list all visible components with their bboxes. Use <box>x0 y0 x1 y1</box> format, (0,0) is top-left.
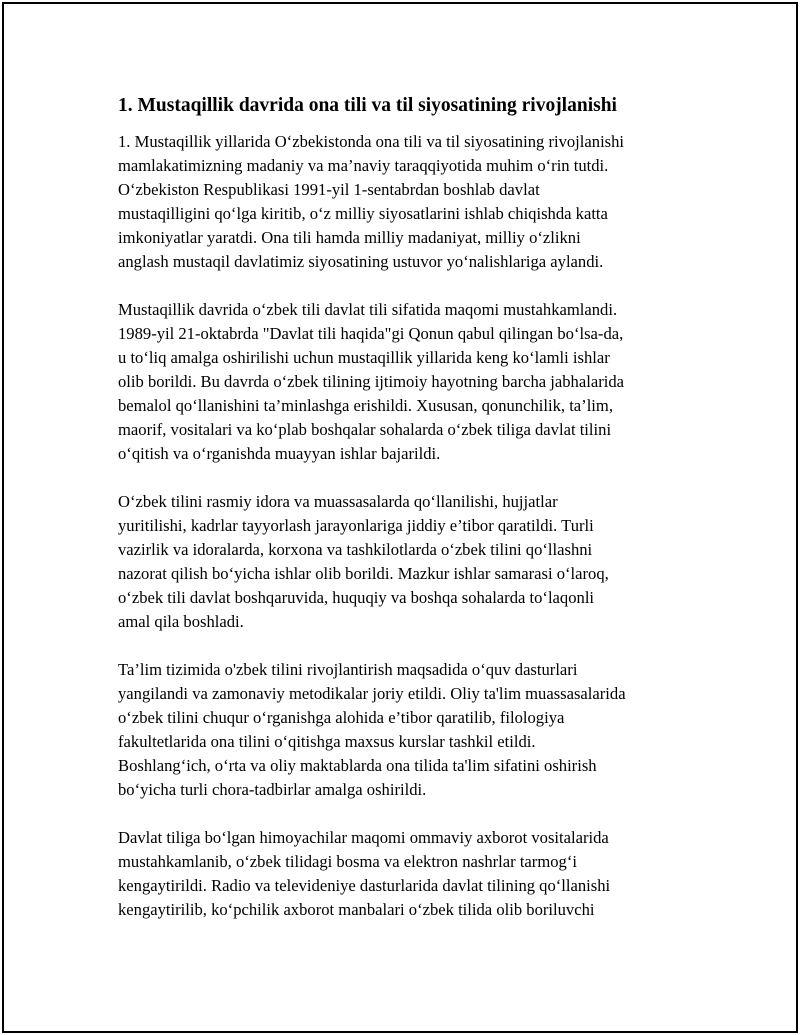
document-body <box>118 92 688 946</box>
text-line: bo‘yicha turli chora-tadbirlar amalga oshirildi. <box>118 780 427 799</box>
text-line: bemalol qo‘llanishini ta’minlashga erishildi. Xususan, qonunchilik, ta’lim, <box>118 396 613 415</box>
paragraph-1 <box>118 130 688 274</box>
text-line: mustahkamlanib, o‘zbek tilidagi bosma va elektron nashrlar tarmog‘i <box>118 852 577 871</box>
text-line: maorif, vositalari va ko‘plab boshqalar sohalarda o‘zbek tiliga davlat tilini <box>118 420 612 439</box>
paragraph-2 <box>118 298 688 466</box>
text-line: u to‘liq amalga oshirilishi uchun mustaqillik yillarida keng ko‘lamli ishlar <box>118 348 610 367</box>
text-line: 1989-yil 21-oktabrda "Davlat tili haqida"gi Qonun qabul qilingan bo‘lsa-da, <box>118 324 624 343</box>
text-line: yangilandi va zamonaviy metodikalar joriy etildi. Oliy ta'lim muassasalarida <box>118 684 626 703</box>
section-heading: 1. Mustaqillik davrida ona tili va til siyosatining rivojlanishi <box>118 95 617 116</box>
text-line: fakultetlarida ona tilini o‘qitishga maxsus kurslar tashkil etildi. <box>118 732 536 751</box>
text-line: o‘zbek tilini chuqur o‘rganishga alohida e’tibor qaratilib, filologiya <box>118 708 565 727</box>
text-line: kengaytirildi. Radio va televideniye dasturlarida davlat tilining qo‘llanishi <box>118 876 611 895</box>
text-line: anglash mustaqil davlatimiz siyosatining ustuvor yo‘nalishlariga aylandi. <box>118 252 604 271</box>
text-line: imkoniyatlar yaratdi. Ona tili hamda milliy madaniyat, milliy o‘zlikni <box>118 228 581 247</box>
text-line: kengaytirilib, ko‘pchilik axborot manbalari o‘zbek tilida olib boriluvchi <box>118 900 595 919</box>
text-line: Boshlang‘ich, o‘rta va oliy maktablarda ona tilida ta'lim sifatini oshirish <box>118 756 597 775</box>
text-line: Mustaqillik davrida o‘zbek tili davlat tili sifatida maqomi mustahkamlandi. <box>118 300 618 319</box>
paragraph-5 <box>118 826 688 922</box>
text-line: yuritilishi, kadrlar tayyorlash jarayonlariga jiddiy e’tibor qaratildi. Turli <box>118 516 594 535</box>
text-line: vazirlik va idoralarda, korxona va tashkilotlarda o‘zbek tilini qo‘llashni <box>118 540 593 559</box>
text-line: Davlat tiliga bo‘lgan himoyachilar maqomi ommaviy axborot vositalarida <box>118 828 609 847</box>
text-line: olib borildi. Bu davrda o‘zbek tilining ijtimoiy hayotning barcha jabhalarida <box>118 372 624 391</box>
text-line: o‘zbek tili davlat boshqaruvida, huquqiy va boshqa sohalarda to‘laqonli <box>118 588 595 607</box>
paragraph-3 <box>118 490 688 634</box>
text-line: O‘zbekiston Respublikasi 1991-yil 1-sentabrdan boshlab davlat <box>118 180 540 199</box>
text-line: 1. Mustaqillik yillarida O‘zbekistonda ona tili va til siyosatining rivojlanishi <box>118 132 625 151</box>
text-line: amal qila boshladi. <box>118 612 244 631</box>
text-line: Ta’lim tizimida o'zbek tilini rivojlantirish maqsadida o‘quv dasturlari <box>118 660 578 679</box>
text-line: mamlakatimizning madaniy va ma’naviy taraqqiyotida muhim o‘rin tutdi. <box>118 156 609 175</box>
paragraph-4 <box>118 658 688 802</box>
text-line: nazorat qilish bo‘yicha ishlar olib borildi. Mazkur ishlar samarasi o‘laroq, <box>118 564 609 583</box>
text-line: mustaqilligini qo‘lga kiritib, o‘z milliy siyosatlarini ishlab chiqishda katta <box>118 204 608 223</box>
text-line: o‘qitish va o‘rganishda muayyan ishlar bajarildi. <box>118 444 441 463</box>
text-line: O‘zbek tilini rasmiy idora va muassasalarda qo‘llanilishi, hujjatlar <box>118 492 558 511</box>
